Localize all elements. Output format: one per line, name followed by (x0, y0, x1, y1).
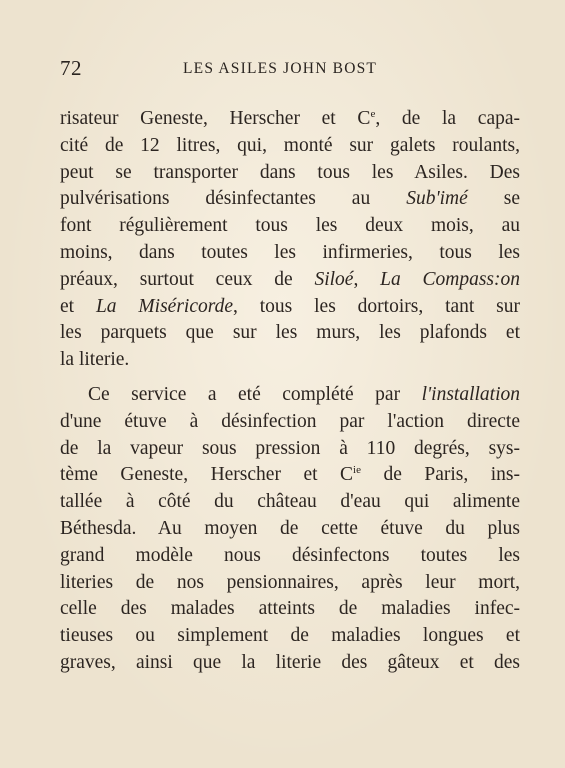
text-line (60, 462, 520, 489)
italic-text: l'installation (421, 383, 520, 405)
text-line (60, 436, 520, 463)
text-segment: peut se transporter dans tous les Asiles. Des (60, 161, 520, 183)
text-segment: risateur Geneste, Herscher et C (60, 108, 371, 129)
text-line (60, 294, 520, 321)
text-segment: pulvérisations désinfectantes au (60, 188, 407, 210)
text-segment: celle des malades atteints de maladies infec- (60, 598, 520, 620)
text-segment: grand modèle nous désinfectons toutes les (60, 544, 520, 566)
text-line (60, 160, 520, 187)
text-line (60, 543, 520, 570)
page-number: 72 (60, 56, 82, 80)
text-line (60, 213, 520, 240)
text-segment: tème Geneste, Herscher et C (60, 464, 354, 486)
text-segment: la literie. (60, 349, 130, 371)
text-segment: cité de 12 litres, qui, monté sur galets roulants, (60, 134, 520, 156)
running-title: LES ASILES JOHN BOST (183, 60, 378, 77)
text-line (60, 320, 520, 347)
text-line (60, 267, 520, 294)
text-line (60, 650, 520, 677)
superscript: ie (353, 464, 361, 477)
text-segment: Béthesda. Au moyen de cette étuve du plus (60, 517, 520, 539)
text-line (60, 489, 520, 516)
text-segment: se (467, 188, 520, 210)
superscript: e (370, 108, 376, 120)
text-line (60, 186, 520, 213)
text-segment: graves, ainsi que la literie des gâteux et des (60, 651, 520, 673)
text-line (60, 347, 520, 374)
text-line (60, 133, 520, 160)
text-segment: tieuses ou simplement de maladies longues et (60, 625, 520, 647)
italic-text: La Compass:on (380, 268, 521, 290)
text-segment: de Paris, ins- (360, 464, 521, 486)
text-segment: les parquets que sur les murs, les plafonds et (60, 322, 520, 344)
text-segment: moins, dans toutes les infirmeries, tous les (60, 241, 520, 263)
text-line (60, 570, 520, 597)
text-line (60, 596, 520, 623)
text-line (60, 240, 520, 267)
text-line (60, 106, 520, 133)
italic-text: La Miséricorde (95, 295, 234, 317)
body-text (60, 106, 520, 677)
text-segment: préaux, surtout ceux de (60, 268, 315, 290)
text-line (60, 516, 520, 543)
text-line (60, 382, 520, 409)
text-segment: font régulièrement tous les deux mois, au (60, 215, 520, 237)
text-segment: , de la capa- (375, 108, 521, 129)
text-segment: , tous les dortoirs, tant sur (233, 295, 521, 317)
text-segment: de la vapeur sous pression à 110 degrés, sys- (60, 437, 520, 459)
text-line (60, 623, 520, 650)
page-header (60, 56, 520, 80)
italic-text: Sub'imé (406, 188, 468, 210)
text-segment: Ce service a eté complété par (88, 383, 422, 405)
text-segment: tallée à côté du château d'eau qui alimente (60, 491, 520, 513)
text-line (60, 409, 520, 436)
italic-text: Siloé (314, 268, 354, 290)
text-segment: , (353, 268, 381, 290)
text-segment: et (60, 295, 96, 317)
text-segment: literies de nos pensionnaires, après leur mort, (60, 571, 520, 593)
text-segment: d'une étuve à désinfection par l'action directe (60, 410, 520, 432)
